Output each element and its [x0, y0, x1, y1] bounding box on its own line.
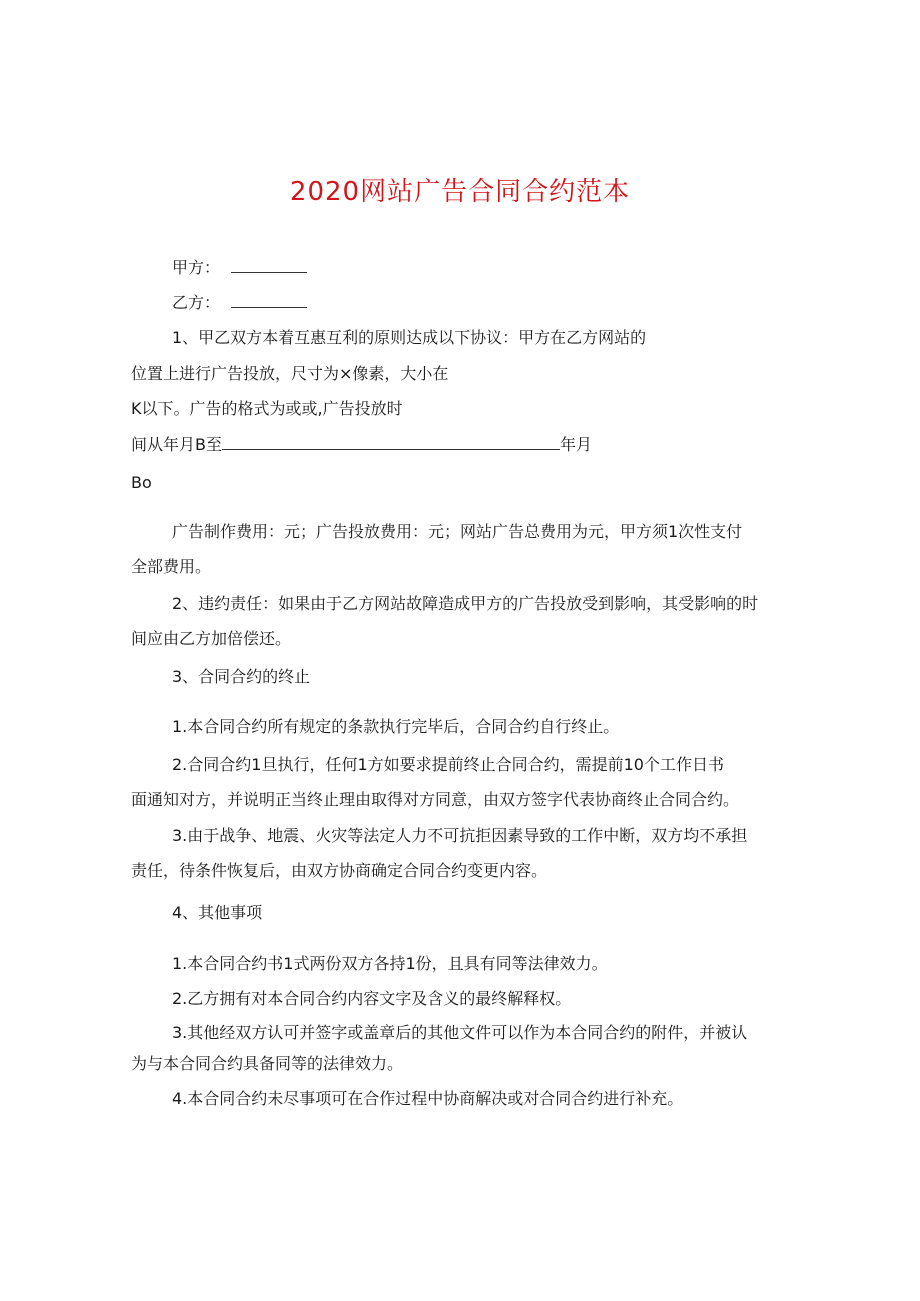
- clause1-line4: [131, 434, 592, 456]
- clause2-line2: 间应由乙方加倍偿还。: [131, 629, 292, 648]
- clause3-item2-line1: 2.合同合约1旦执行，任何1方如要求提前终止合同合约，需提前10个工作日书: [172, 755, 724, 774]
- clause3-item3-line1: 3.由于战争、地震、火灾等法定人力不可抗拒因素导致的工作中断，双方均不承担: [172, 826, 748, 845]
- clause1-line1: 1、甲乙双方本着互惠互利的原则达成以下协议：甲方在乙方网站的: [172, 328, 647, 347]
- clause3-heading: 3、合同合约的终止: [172, 667, 311, 686]
- clause2-line1: 2、违约责任：如果由于乙方网站故障造成甲方的广告投放受到影响，其受影响的时: [172, 594, 759, 613]
- clause4-item4: 4.本合同合约未尽事项可在合作过程中协商解决或对合同合约进行补充。: [172, 1089, 684, 1108]
- party-a-label: 甲方：: [172, 258, 221, 277]
- party-b-label: 乙方：: [172, 293, 221, 312]
- date-blank: [222, 435, 560, 450]
- clause1-line3: K以下。广告的格式为或或,广告投放时: [131, 399, 403, 418]
- clause4-heading: 4、其他事项: [172, 903, 263, 922]
- clause4-item3-line2: 为与本合同合约具备同等的法律效力。: [131, 1054, 404, 1073]
- clause1-line4-start: 间从年月B至: [131, 435, 222, 454]
- clause4-item2: 2.乙方拥有对本合同合约内容文字及含义的最终解释权。: [172, 989, 572, 1008]
- clause4-item1: 1.本合同合约书1式两份双方各持1份，且具有同等法律效力。: [172, 954, 608, 973]
- fees-line1: 广告制作费用：元；广告投放费用：元；网站广告总费用为元，甲方须1次性支付: [172, 522, 743, 541]
- clause1-line2: 位置上进行广告投放，尺寸为×像素，大小在: [131, 364, 449, 383]
- clause3-item3-line2: 责任，待条件恢复后，由双方协商确定合同合约变更内容。: [131, 861, 548, 880]
- party-a-line: [172, 257, 307, 279]
- party-a-blank: [231, 258, 307, 273]
- clause4-item3-line1: 3.其他经双方认可并签字或盖章后的其他文件可以作为本合同合约的附件，并被认: [172, 1023, 748, 1042]
- clause1-line4-end: 年月: [559, 435, 592, 454]
- clause3-item2-line2: 面通知对方，并说明正当终止理由取得对方同意，由双方签字代表协商终止合同合约。: [131, 790, 740, 809]
- fees-line2: 全部费用。: [131, 557, 212, 576]
- clause1-line5: Bo: [131, 473, 152, 492]
- party-b-line: [172, 292, 307, 314]
- clause3-item1: 1.本合同合约所有规定的条款执行完毕后，合同合约自行终止。: [172, 717, 620, 736]
- party-b-blank: [231, 293, 307, 308]
- document-title: 2020网站广告合同合约范本: [289, 177, 631, 207]
